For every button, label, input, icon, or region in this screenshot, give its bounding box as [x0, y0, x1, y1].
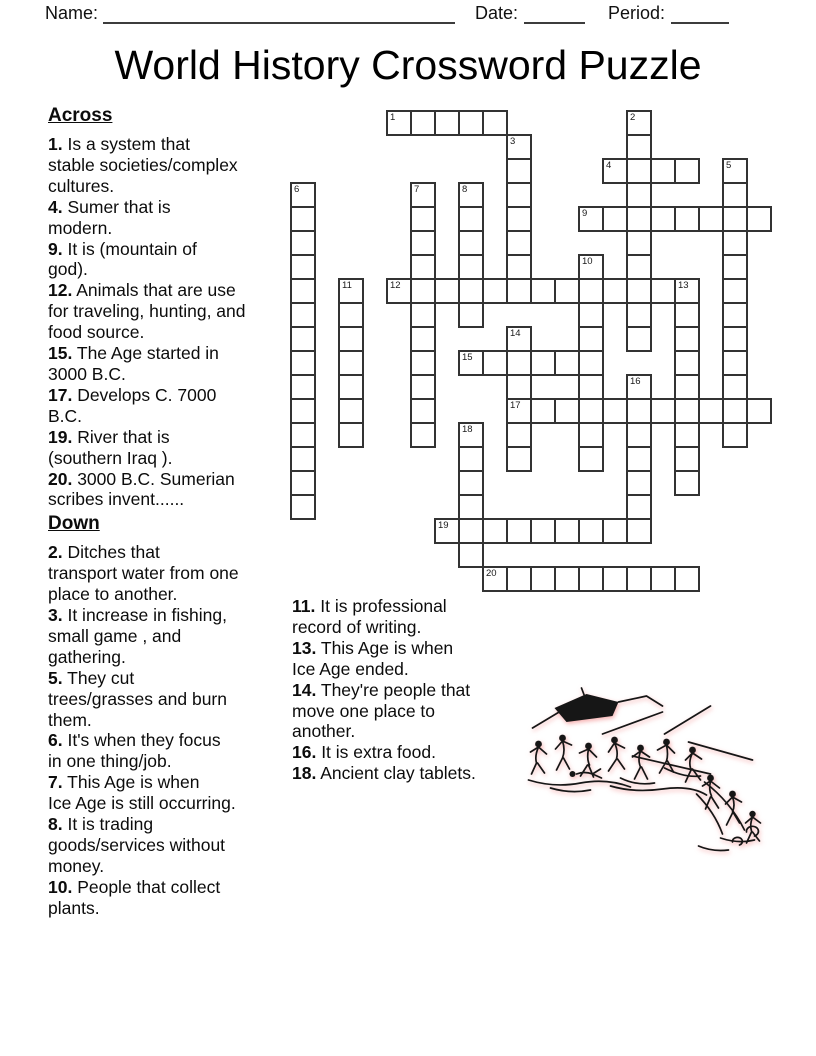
grid-cell-r11c5	[410, 374, 436, 400]
grid-cell-r12c12	[578, 398, 604, 424]
grid-cell-r8c14	[626, 302, 652, 328]
clue-down-5: 5. They cut trees/grasses and burn them.	[48, 667, 227, 730]
grid-cell-r5c14	[626, 230, 652, 256]
grid-cell-r4c5	[410, 206, 436, 232]
down-clues-part1	[48, 542, 293, 918]
grid-cell-r14c7	[458, 446, 484, 472]
grid-cell-r7c10	[530, 278, 556, 304]
clue-across-1: 1. Is a system that stable societies/complex cultures.	[48, 134, 238, 196]
grid-cell-r10c18	[722, 350, 748, 376]
cell-number-15: 15	[462, 352, 473, 363]
grid-cell-r7c15	[650, 278, 676, 304]
date-blank-line	[524, 2, 585, 24]
grid-cell-r16c0	[290, 494, 316, 520]
clue-across-12: 12. Animals that are use for traveling, hunting, and food source.	[48, 280, 246, 343]
cell-number-9: 9	[582, 208, 588, 219]
cell-number-13: 13	[678, 280, 689, 291]
crossword-grid	[290, 110, 772, 592]
cell-number-6: 6	[294, 184, 300, 195]
grid-cell-r2c16	[674, 158, 700, 184]
grid-cell-r19c14	[626, 566, 652, 592]
grid-cell-r10c12	[578, 350, 604, 376]
grid-cell-r7c7	[458, 278, 484, 304]
clue-number: 16.	[292, 742, 317, 763]
grid-cell-r9c5	[410, 326, 436, 352]
grid-cell-r19c8	[482, 566, 508, 592]
grid-cell-r2c14	[626, 158, 652, 184]
grid-cell-r13c2	[338, 422, 364, 448]
clue-number: 15.	[48, 343, 73, 364]
grid-cell-r9c2	[338, 326, 364, 352]
down-heading: Down	[48, 513, 100, 535]
grid-cell-r12c17	[698, 398, 724, 424]
grid-cell-r12c0	[290, 398, 316, 424]
grid-cell-r17c9	[506, 518, 532, 544]
clue-across-20: 20. 3000 B.C. Sumerian scribes invent......	[48, 468, 235, 510]
name-blank-line	[103, 2, 455, 24]
grid-cell-r17c12	[578, 518, 604, 544]
clue-across-4: 4. Sumer that is modern.	[48, 196, 171, 238]
grid-cell-r3c14	[626, 182, 652, 208]
grid-cell-r13c9	[506, 422, 532, 448]
grid-cell-r3c9	[506, 182, 532, 208]
grid-cell-r12c15	[650, 398, 676, 424]
cell-number-1: 1	[390, 112, 396, 123]
grid-cell-r11c14	[626, 374, 652, 400]
clue-across-19: 19. River that is (southern Iraq ).	[48, 426, 173, 468]
clue-number: 14.	[292, 679, 317, 700]
grid-cell-r12c18	[722, 398, 748, 424]
grid-cell-r5c18	[722, 230, 748, 256]
clue-number: 4.	[48, 196, 63, 217]
clue-number: 19.	[48, 426, 73, 447]
page-title: World History Crossword Puzzle	[114, 42, 702, 88]
grid-cell-r7c8	[482, 278, 508, 304]
grid-cell-r3c7	[458, 182, 484, 208]
cell-number-4: 4	[606, 160, 612, 171]
grid-cell-r4c16	[674, 206, 700, 232]
grid-cell-r8c18	[722, 302, 748, 328]
cell-number-19: 19	[438, 520, 449, 531]
clue-number: 17.	[48, 384, 73, 405]
across-clues	[48, 134, 293, 510]
clue-number: 1.	[48, 134, 63, 154]
grid-cell-r2c13	[602, 158, 628, 184]
clue-across-15: 15. The Age started in 3000 B.C.	[48, 343, 219, 384]
grid-cell-r9c12	[578, 326, 604, 352]
grid-cell-r13c18	[722, 422, 748, 448]
grid-cell-r7c4	[386, 278, 412, 304]
grid-cell-r13c7	[458, 422, 484, 448]
grid-cell-r17c6	[434, 518, 460, 544]
grid-cell-r19c10	[530, 566, 556, 592]
clue-down-7: 7. This Age is when Ice Age is still occurring.	[48, 772, 236, 814]
grid-cell-r9c0	[290, 326, 316, 352]
grid-cell-r2c18	[722, 158, 748, 184]
grid-cell-r5c7	[458, 230, 484, 256]
grid-cell-r3c5	[410, 182, 436, 208]
cell-number-18: 18	[462, 424, 473, 435]
name-label: Name:	[45, 3, 99, 23]
clue-down-8: 8. It is trading goods/services without money.	[48, 814, 226, 876]
grid-cell-r7c16	[674, 278, 700, 304]
cell-number-3: 3	[510, 136, 516, 147]
grid-cell-r8c16	[674, 302, 700, 328]
grid-cell-r13c14	[626, 422, 652, 448]
grid-cell-r13c12	[578, 422, 604, 448]
period-blank-line	[671, 2, 729, 24]
grid-cell-r7c5	[410, 278, 436, 304]
grid-cell-r12c14	[626, 398, 652, 424]
clue-number: 3.	[48, 605, 63, 626]
clue-number: 10.	[48, 876, 73, 897]
grid-cell-r11c12	[578, 374, 604, 400]
grid-cell-r1c14	[626, 134, 652, 160]
cell-number-20: 20	[486, 568, 497, 579]
grid-cell-r10c16	[674, 350, 700, 376]
grid-cell-r11c16	[674, 374, 700, 400]
cell-number-14: 14	[510, 328, 521, 339]
grid-cell-r4c12	[578, 206, 604, 232]
grid-cell-r12c16	[674, 398, 700, 424]
grid-cell-r15c7	[458, 470, 484, 496]
cell-number-2: 2	[630, 112, 636, 123]
grid-cell-r10c11	[554, 350, 580, 376]
clue-down-10: 10. People that collect plants.	[48, 876, 221, 918]
cell-number-7: 7	[414, 184, 420, 195]
grid-cell-r19c12	[578, 566, 604, 592]
clue-number: 11.	[292, 596, 316, 616]
grid-cell-r15c16	[674, 470, 700, 496]
clue-number: 2.	[48, 542, 63, 563]
cell-number-11: 11	[342, 280, 352, 291]
grid-cell-r8c12	[578, 302, 604, 328]
clue-across-17: 17. Develops C. 7000 B.C.	[48, 384, 217, 426]
period-label: Period:	[608, 3, 666, 23]
grid-cell-r6c0	[290, 254, 316, 280]
grid-cell-r12c5	[410, 398, 436, 424]
grid-cell-r18c7	[458, 542, 484, 568]
cell-number-16: 16	[630, 376, 641, 387]
grid-cell-r5c9	[506, 230, 532, 256]
grid-cell-r0c8	[482, 110, 508, 136]
grid-cell-r8c7	[458, 302, 484, 328]
grid-cell-r19c16	[674, 566, 700, 592]
grid-cell-r6c14	[626, 254, 652, 280]
grid-cell-r8c2	[338, 302, 364, 328]
grid-cell-r17c10	[530, 518, 556, 544]
grid-cell-r10c8	[482, 350, 508, 376]
grid-cell-r9c9	[506, 326, 532, 352]
clue-number: 9.	[48, 238, 63, 259]
clue-number: 13.	[292, 637, 317, 658]
grid-cell-r3c0	[290, 182, 316, 208]
grid-cell-r4c14	[626, 206, 652, 232]
grid-cell-r12c10	[530, 398, 556, 424]
grid-cell-r4c18	[722, 206, 748, 232]
grid-cell-r6c12	[578, 254, 604, 280]
grid-cell-r17c7	[458, 518, 484, 544]
grid-cell-r11c18	[722, 374, 748, 400]
grid-cell-r11c2	[338, 374, 364, 400]
grid-cell-r10c10	[530, 350, 556, 376]
grid-cell-r4c15	[650, 206, 676, 232]
grid-cell-r11c0	[290, 374, 316, 400]
clue-number: 20.	[48, 468, 73, 489]
clue-number: 6.	[48, 730, 63, 751]
grid-cell-r12c2	[338, 398, 364, 424]
grid-cell-r7c11	[554, 278, 580, 304]
grid-cell-r8c5	[410, 302, 436, 328]
grid-cell-r19c13	[602, 566, 628, 592]
grid-cell-r16c14	[626, 494, 652, 520]
clue-column-middle	[292, 596, 532, 784]
clue-down-3: 3. It increase in fishing, small game , and gathering.	[48, 605, 227, 667]
grid-cell-r14c16	[674, 446, 700, 472]
clue-number: 8.	[48, 814, 63, 835]
battle-scene-illustration	[514, 682, 790, 862]
grid-cell-r7c13	[602, 278, 628, 304]
grid-cell-r4c13	[602, 206, 628, 232]
grid-cell-r2c9	[506, 158, 532, 184]
grid-cell-r0c4	[386, 110, 412, 136]
grid-cell-r10c9	[506, 350, 532, 376]
grid-cell-r17c11	[554, 518, 580, 544]
grid-cell-r10c0	[290, 350, 316, 376]
grid-cell-r15c14	[626, 470, 652, 496]
grid-cell-r14c0	[290, 446, 316, 472]
clue-down-13: 13. This Age is when Ice Age ended.	[292, 637, 454, 679]
grid-cell-r10c7	[458, 350, 484, 376]
grid-cell-r14c9	[506, 446, 532, 472]
grid-cell-r10c5	[410, 350, 436, 376]
clue-across-9: 9. It is (mountain of god).	[48, 238, 197, 280]
clue-down-16: 16. It is extra food.	[292, 742, 436, 763]
grid-cell-r13c0	[290, 422, 316, 448]
clue-down-18: 18. Ancient clay tablets.	[292, 763, 476, 784]
cell-number-8: 8	[462, 184, 468, 195]
grid-cell-r12c11	[554, 398, 580, 424]
grid-cell-r7c2	[338, 278, 364, 304]
grid-cell-r12c13	[602, 398, 628, 424]
grid-cell-r9c14	[626, 326, 652, 352]
grid-cell-r17c13	[602, 518, 628, 544]
date-label: Date:	[475, 3, 519, 23]
grid-cell-r19c15	[650, 566, 676, 592]
grid-cell-r12c9	[506, 398, 532, 424]
grid-cell-r4c9	[506, 206, 532, 232]
grid-cell-r15c0	[290, 470, 316, 496]
grid-cell-r6c7	[458, 254, 484, 280]
grid-cell-r14c12	[578, 446, 604, 472]
grid-cell-r17c14	[626, 518, 652, 544]
grid-cell-r3c18	[722, 182, 748, 208]
grid-cell-r0c14	[626, 110, 652, 136]
grid-cell-r19c11	[554, 566, 580, 592]
down-clues-part2	[292, 596, 532, 784]
clue-number: 12.	[48, 280, 73, 301]
grid-cell-r7c12	[578, 278, 604, 304]
across-heading: Across	[48, 105, 113, 126]
grid-cell-r17c8	[482, 518, 508, 544]
cell-number-5: 5	[726, 160, 732, 171]
grid-cell-r0c7	[458, 110, 484, 136]
grid-cell-r7c6	[434, 278, 460, 304]
clue-down-14: 14. They're people that move one place to another.	[292, 679, 471, 742]
grid-cell-r4c17	[698, 206, 724, 232]
grid-cell-r12c19	[746, 398, 772, 424]
grid-cell-r4c7	[458, 206, 484, 232]
clue-down-11: 11. It is professional record of writing.	[292, 596, 447, 637]
grid-cell-r16c7	[458, 494, 484, 520]
grid-cell-r0c6	[434, 110, 460, 136]
cell-number-10: 10	[582, 256, 593, 267]
grid-cell-r6c9	[506, 254, 532, 280]
grid-cell-r1c9	[506, 134, 532, 160]
grid-cell-r9c18	[722, 326, 748, 352]
grid-cell-r4c19	[746, 206, 772, 232]
grid-cell-r5c5	[410, 230, 436, 256]
grid-cell-r5c0	[290, 230, 316, 256]
clue-number: 18.	[292, 763, 317, 784]
clue-number: 5.	[48, 667, 63, 688]
grid-cell-r2c15	[650, 158, 676, 184]
cell-number-17: 17	[510, 400, 521, 411]
clue-column-left	[48, 104, 293, 919]
grid-cell-r7c18	[722, 278, 748, 304]
grid-cell-r13c16	[674, 422, 700, 448]
clue-number: 7.	[48, 772, 63, 793]
grid-cell-r7c9	[506, 278, 532, 304]
grid-cell-r7c0	[290, 278, 316, 304]
grid-cell-r10c2	[338, 350, 364, 376]
grid-cell-r4c0	[290, 206, 316, 232]
grid-cell-r11c9	[506, 374, 532, 400]
grid-cell-r6c18	[722, 254, 748, 280]
grid-cell-r7c14	[626, 278, 652, 304]
grid-cell-r9c16	[674, 326, 700, 352]
grid-cell-r14c14	[626, 446, 652, 472]
clue-down-2: 2. Ditches that transport water from one place to another.	[48, 542, 239, 605]
cell-number-12: 12	[390, 280, 401, 291]
grid-cell-r6c5	[410, 254, 436, 280]
grid-cell-r19c9	[506, 566, 532, 592]
grid-cell-r8c0	[290, 302, 316, 328]
grid-cell-r13c5	[410, 422, 436, 448]
grid-cell-r0c5	[410, 110, 436, 136]
clue-down-6: 6. It's when they focus in one thing/job.	[48, 730, 221, 772]
